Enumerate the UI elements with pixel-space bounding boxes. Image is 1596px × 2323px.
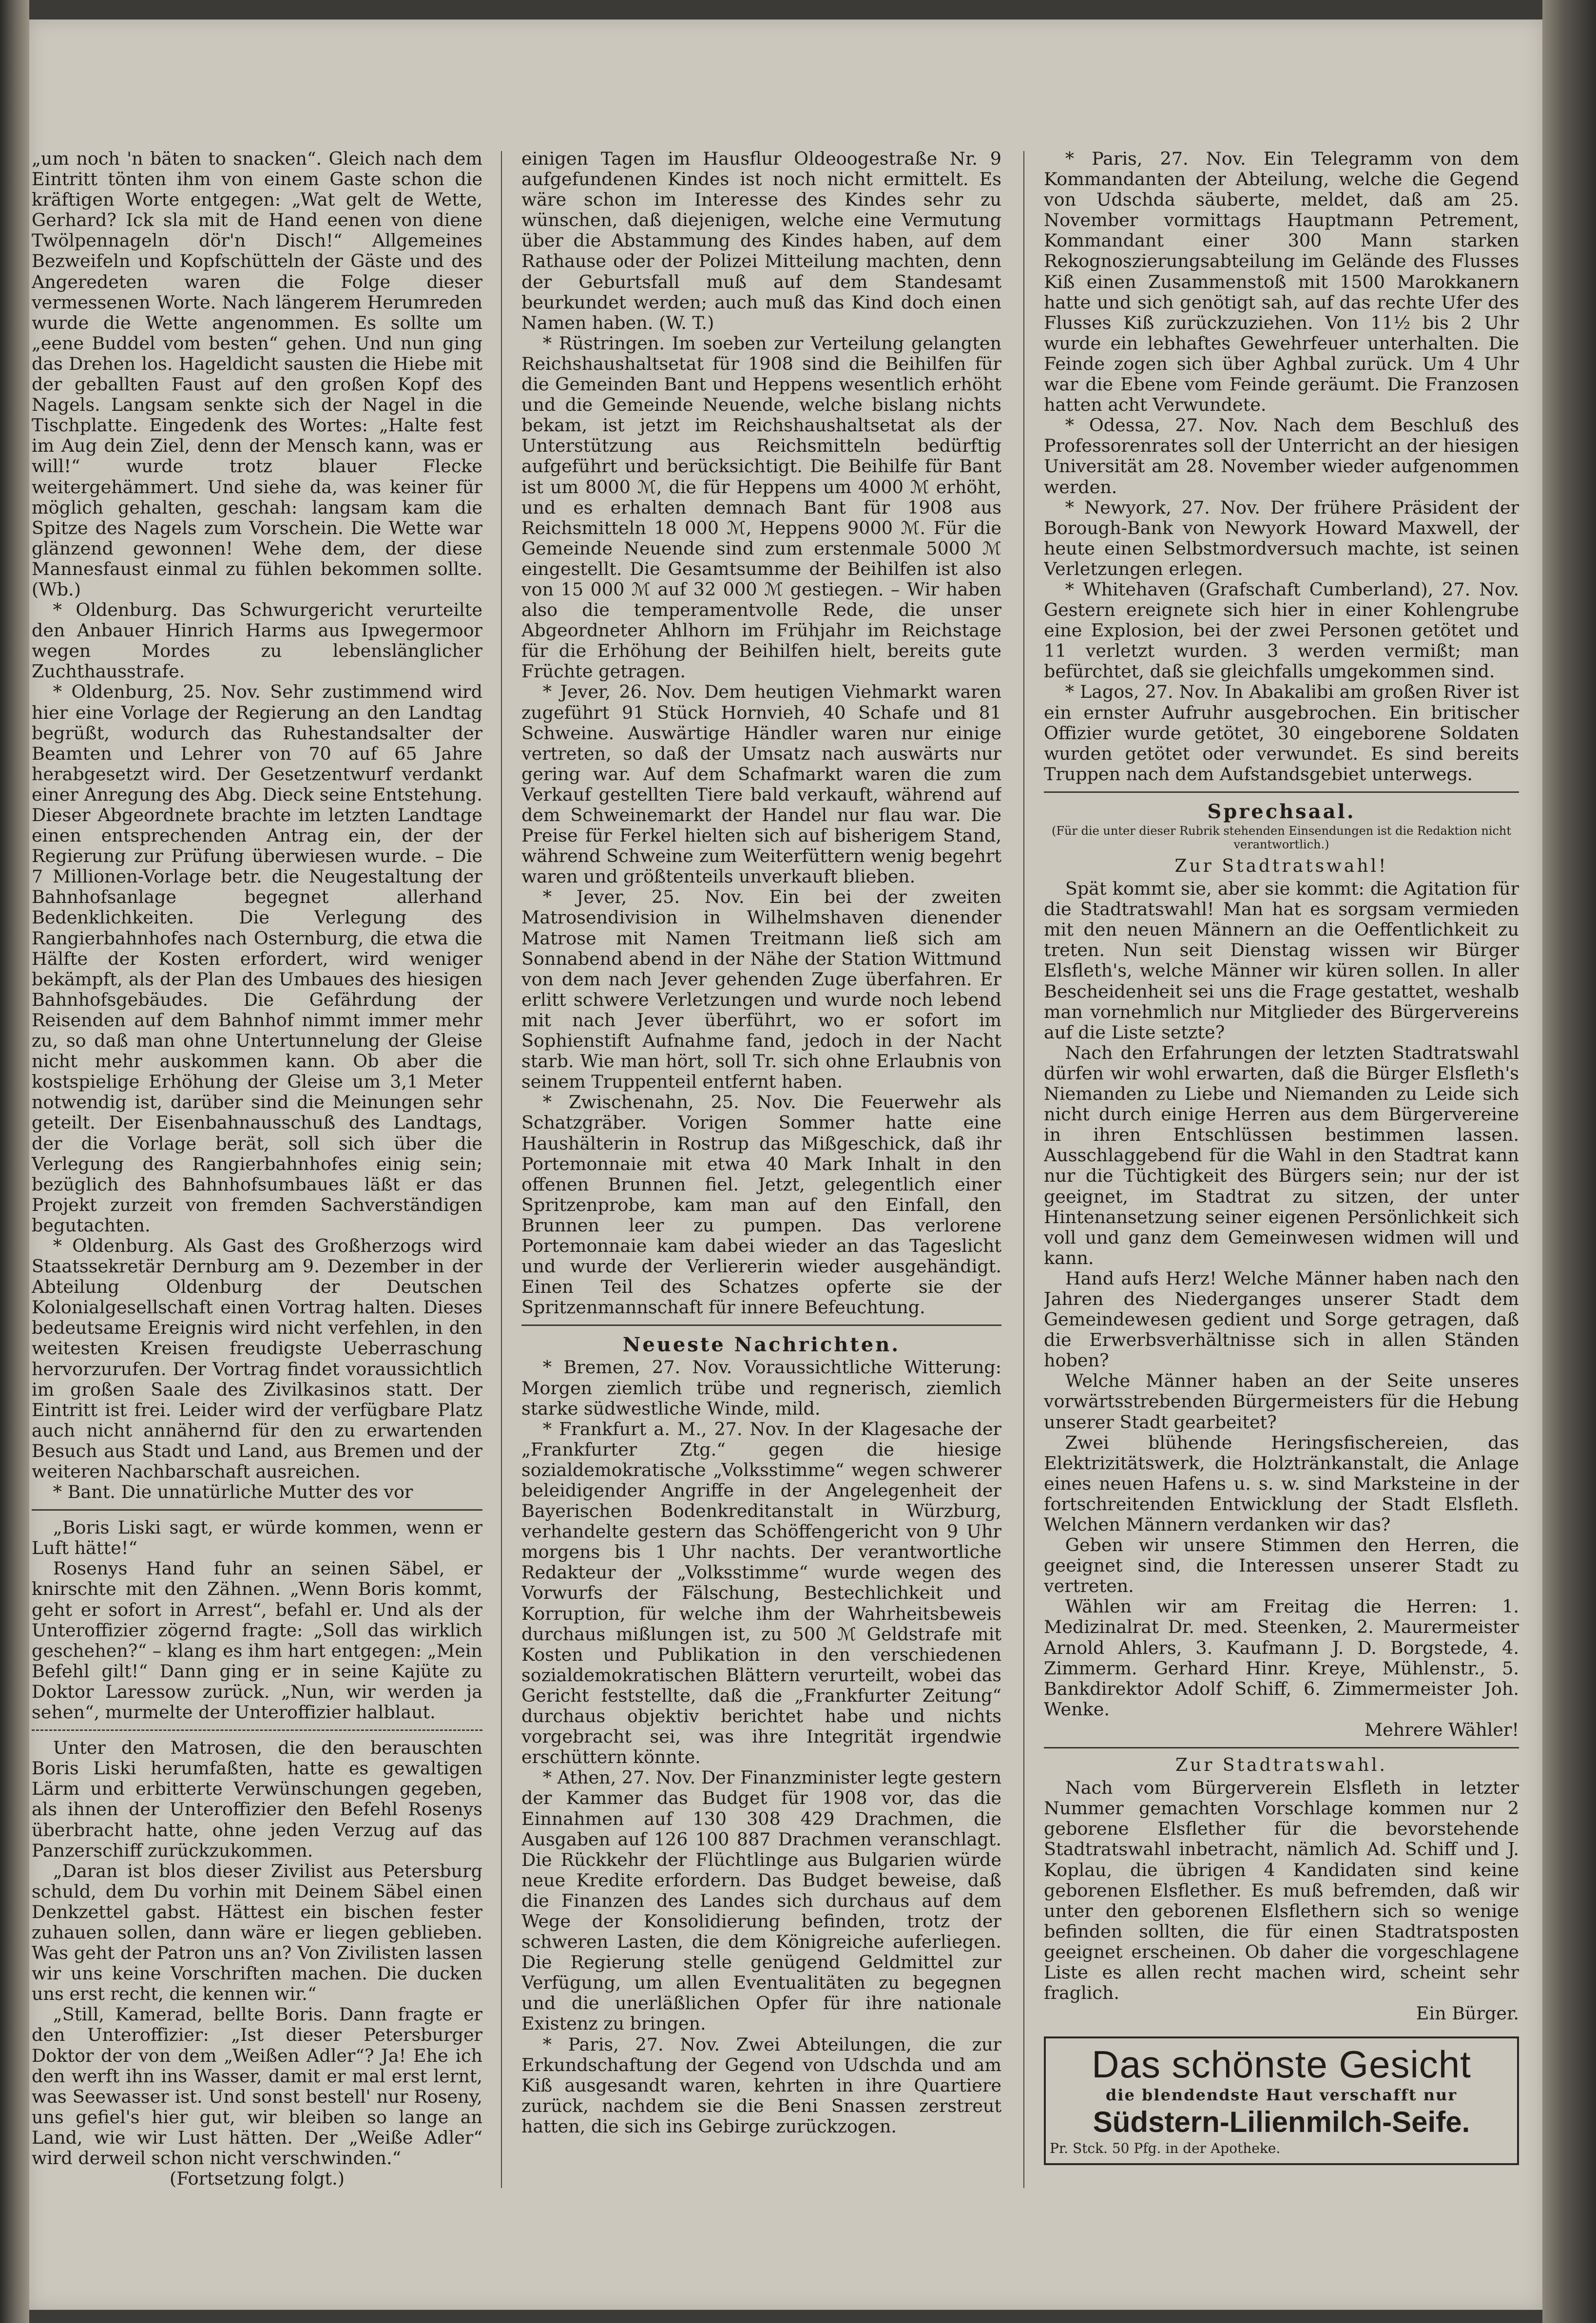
article-paragraph: * Oldenburg, 25. Nov. Sehr zustimmend wird hier eine Vorlage der Regierung an den Landtag begrüßt, wodurch das Ruhestandsalter der Beamten und Lehrer von 70 auf 65 Jahre herabgesetzt wird. Der Gesetzentwurf verdankt einer Anregung des Abg. Dieck seine Entstehung. Dieser Abgeordnete brachte im letzten Landtage einen entsprechenden Antrag ein, der der Regierung zur Prüfung überwiesen wurde. – Die 7 Millionen-Vorlage betr. die Neugestaltung der Bahnhofsanlage begegnet allerhand Bedenklichkeiten. Die Verlegung des Rangierbahnhofes nach Osternburg, die etwa die Hälfte der Kosten erfordert, wird weniger bekämpft, als der Plan des Umbaues des hiesigen Bahnhofsgebäudes. Die Gefährdung der Reisenden auf dem Bahnhof nimmt immer mehr zu, so daß man ohne Untertunnelung der Gleise nicht mehr auskommen kann. Ob aber die kostspielige Erhöhung der Gleise um 3,1 Meter notwendig ist, darüber sind die Meinungen sehr geteilt. Der Eisenbahnausschuß des Landtags, der die Vorlage berät, soll sich über die Verlegung des Rangierbahnhofes einig sein; bezüglich des Bahnhofsumbaues läßt er das Projekt zurzeit von fremden Sachverständigen begutachten.: [32, 681, 482, 1236]
letter-paragraph: Hand aufs Herz! Welche Männer haben nach den Jahren des Niederganges unserer Stadt dem Gemeindewesen gedient und Sorge getragen, daß die Erwerbsverhältnisse sich in allen Ständen hoben?: [1044, 1267, 1519, 1371]
article-paragraph: * Jever, 26. Nov. Dem heutigen Viehmarkt waren zugeführt 91 Stück Hornvieh, 40 Schafe und 81 Schweine. Auswärtige Händler waren nur einige vertreten, so daß der Umsatz nach auswärts nur gering war. Auf dem Schafmarkt waren die zum Verkauf gestellten Tiere bald verkauft, während auf dem Schweinemarkt der Handel nur flau war. Die Preise für Ferkel hielten sich auf bisherigem Stand, während Schweine zum Weiterfüttern wenig begehrt waren und größtenteils unverkauft blieben.: [521, 681, 1001, 887]
article-paragraph: einigen Tagen im Hausflur Oldeoogestraße Nr. 9 aufgefundenen Kindes ist noch nicht ermittelt. Es wäre schon im Interesse des Kindes sehr zu wünschen, daß diejenigen, welche eine Vermutung über die Abstammung des Kindes haben, auf dem Rathause oder der Polizei Mitteilung machten, denn der Geburtsfall muß auf dem Standesamt beurkundet werden; auch muß das Kind doch einen Namen haben. (W. T.): [521, 149, 1001, 333]
article-paragraph: * Oldenburg. Als Gast des Großherzogs wird Staatssekretär Dernburg am 9. Dezember in der Abteilung Oldenburg der Deutschen Kolonialgesellschaft einen Vortrag halten. Dieses bedeutsame Ereignis wird nicht verfehlen, in den weitesten Kreisen freudigste Ueberraschung hervorzurufen. Der Vortrag findet voraussichtlich im großen Saale des Zivilkasinos statt. Der Eintritt ist frei. Leider wird der verfügbare Platz auch nicht annähernd für den zu erwartenden Besuch aus Stadt und Land, aus Bremen und der weiteren Nachbarschaft ausreichen.: [32, 1235, 482, 1482]
news-paragraph: * Newyork, 27. Nov. Der frühere Präsident der Borough-Bank von Newyork Howard Maxwell, der heute einen Selbstmordversuch machte, ist seinen Verletzungen erlegen.: [1044, 497, 1519, 579]
news-paragraph: * Whitehaven (Grafschaft Cumberland), 27. Nov. Gestern ereignete sich hier in einer Kohlengrube eine Explosion, bei der zwei Personen getötet und 11 verletzt wurden. 3 werden vermißt; man befürchtet, daß sie gleichfalls umgekommen sind.: [1044, 578, 1519, 682]
letter-signature: Ein Bürger.: [1416, 2003, 1519, 2024]
section-rule: [1044, 791, 1519, 793]
column-3: [1044, 149, 1519, 2220]
article-paragraph: * Jever, 25. Nov. Ein bei der zweiten Matrosendivision in Wilhelmshaven dienender Matrose mit Namen Treitmann ließ sich am Sonnabend abend in der Nähe der Station Wittmund von dem nach Jever gehenden Zuge überfahren. Er erlitt schwere Verletzungen und wurde noch lebend mit nach Jever überführt, wo er sofort im Sophienstift Aufnahme fand, jedoch in der Nacht starb. Wie man hört, soll Tr. sich ohne Erlaubnis von seinem Truppenteil entfernt haben.: [521, 886, 1001, 1093]
continuation-note: (Fortsetzung folgt.): [170, 2168, 345, 2189]
scan-left-edge: [0, 0, 29, 2323]
news-paragraph: * Frankfurt a. M., 27. Nov. In der Klagesache der „Frankfurter Ztg.“ gegen die hiesige sozialdemokratische „Volksstimme“ wegen schwerer beleidigender Angriffe in der Angelegenheit der Bayerischen Bodenkreditanstalt in Würzburg, verhandelte gestern das Schöffengericht von 9 Uhr morgens bis 1 Uhr nachts. Der verantwortliche Redakteur der „Volksstimme“ wurde wegen des Vorwurfs der Fälschung, Bestechlichkeit und Korruption, für welche ihm der Wahrheitsbeweis durchaus mißlungen ist, zu 500 ℳ Geldstrafe mit Kosten und Publikation in den verschiedenen sozialdemokratischen Blättern verurteilt, wobei das Gericht feststellte, daß die „Frankfurter Zeitung“ durchaus objektiv berichtet habe und nichts vorgebracht sei, was ihre Integrität irgendwie erschüttern könnte.: [521, 1418, 1001, 1768]
letter-heading: Zur Stadtratswahl!: [1174, 856, 1388, 876]
letter-paragraph: Welche Männer haben an der Seite unseres vorwärtsstrebenden Bürgermeisters für die Hebung unserer Stadt gearbeitet?: [1044, 1370, 1519, 1433]
news-paragraph: * Bremen, 27. Nov. Voraussichtliche Witterung: Morgen ziemlich trübe und regnerisch, ziemlich starke südwestliche Winde, mild.: [521, 1357, 1001, 1419]
story-paragraph: „Daran ist blos dieser Zivilist aus Petersburg schuld, dem Du vorhin mit Deinem Säbel einen Denkzettel gabst. Hättest ein bischen fester zuhauen sollen, dann wäre er liegen geblieben. Was geht der Patron uns an? Von Zivilisten lassen wir uns keine Vorschriften machen. Die ducken uns erst recht, die kennen wir.“: [32, 1860, 482, 2005]
newspaper-page: [29, 19, 1542, 2310]
column-2: [521, 149, 1001, 2220]
story-paragraph: „Boris Liski sagt, er würde kommen, wenn er Luft hätte!“: [32, 1517, 482, 1559]
letter-heading: Zur Stadtratswahl.: [1175, 1755, 1387, 1776]
advert-title: Das schönste Gesicht: [1092, 2043, 1471, 2086]
news-paragraph: * Paris, 27. Nov. Zwei Abteilungen, die zur Erkundschaftung der Gegend von Udschda und am Kiß ausgesandt waren, kehrten in ihre Quartiere zurück, nachdem sie die Beni Snassen zerstreut hatten, die sich ins Gebirge zurückzogen.: [521, 2034, 1001, 2137]
letter-paragraph: Nach den Erfahrungen der letzten Stadtratswahl dürfen wir wohl erwarten, daß die Bürger Elsfleth's Niemanden zu Liebe und Niemanden zu Leide sich nicht durch einige Herren aus dem Bürgervereine in ihren Entschlüssen bestimmen lassen. Ausschlaggebend für die Wahl in den Stadtrat kann nur die Tüchtigkeit des Bürgers sein; nur der ist geeignet, im Stadtrat zu sitzen, der unter Hintenansetzung seiner eigenen Persönlichkeit sich voll und ganz dem Gemeinwesen widmen will und kann.: [1044, 1042, 1519, 1268]
soap-advertisement: [1044, 2036, 1519, 2165]
advert-tagline: die blendendste Haut verschafft nur: [1105, 2086, 1458, 2105]
article-paragraph: * Oldenburg. Das Schwurgericht verurteilte den Anbauer Hinrich Harms aus Ipwegermoor wegen Mordes zu lebenslänglicher Zuchthausstrafe.: [32, 599, 482, 682]
column-divider: [1023, 151, 1024, 2188]
letter-signature: Mehrere Wähler!: [1364, 1719, 1519, 1740]
story-paragraph: „Still, Kamerad, bellte Boris. Dann fragte er den Unteroffizier: „Ist dieser Petersburger Doktor der von dem „Weißen Adler“? Ja! Ehe ich den werft ihn ins Wasser, damit er mal erst lernt, was Seewasser ist. Und sonst bestell' nur Roseny, uns gefiel's hier gut, wir bleiben so lange an Land, wie wir Lust hätten. Der „Weiße Adler“ wird derweil schon nicht verschwinden.“: [32, 2004, 482, 2169]
letter-paragraph: Spät kommt sie, aber sie kommt: die Agitation für die Stadtratswahl! Man hat es sorgsam vermieden mit den neuen Männern an die Oeffentlichkeit zu treten. Nun seit Dienstag wissen wir Bürger Elsfleth's, welche Männer wir küren sollen. In aller Bescheidenheit sei uns die Frage gestattet, weshalb man vornehmlich nur Mitglieder des Bürgervereins auf die Liste setzte?: [1044, 878, 1519, 1043]
article-paragraph: „um noch 'n bäten to snacken“. Gleich nach dem Eintritt tönten ihm von einem Gaste schon die kräftigen Worte entgegen: „Wat gelt de Wette, Gerhard? Ick sla mit de Hand eenen von diene Twölpennageln dör'n Disch!“ Allgemeines Bezweifeln und Kopfschütteln der Gäste und des Angeredeten waren die Folge dieser vermessenen Worte. Nach längerem Herumreden wurde die Wette angenommen. Es sollte um „eene Buddel vom besten“ gehen. Und nun ging das Drehen los. Hageldicht sausten die Hiebe mit der geballten Faust auf den großen Kopf des Nagels. Langsam senkte sich der Nagel in die Tischplatte. Eingedenk des Wortes: „Halte fest im Aug dein Ziel, denn der Mensch kann, was er will!“ wurde trotz blauer Flecke weitergehämmert. Und siehe da, was keiner für möglich gehalten, geschah: langsam kam die Spitze des Nagels zum Vorschein. Die Wette war glänzend gewonnen! Wehe dem, der diese Mannesfaust einmal zu fühlen bekommen sollte. (Wb.): [32, 149, 482, 600]
article-paragraph: * Bant. Die unnatürliche Mutter des vor: [53, 1481, 413, 1503]
column-divider: [501, 151, 502, 2188]
article-paragraph: * Zwischenahn, 25. Nov. Die Feuerwehr als Schatzgräber. Vorigen Sommer hatte eine Haushälterin in Rostrup das Mißgeschick, daß ihr Portemonnaie mit etwa 40 Mark Inhalt in den offenen Brunnen fiel. Jetzt, gelegentlich einer Spritzenprobe, kam man auf den Einfall, den Brunnen leer zu pumpen. Das verlorene Portemonnaie kam dabei wieder an das Tageslicht und wurde der Verliererin wieder ausgehändigt. Einen Teil des Schatzes opferte sie der Spritzenmannschaft für innere Befeuchtung.: [521, 1092, 1001, 1318]
letter-separator: [1044, 1747, 1519, 1748]
story-separator: [32, 1729, 482, 1731]
letter-paragraph: Wählen wir am Freitag die Herren: 1. Medizinalrat Dr. med. Steenken, 2. Maurermeister Arnold Ahlers, 3. Kaufmann J. D. Borgstede, 4. Zimmerm. Gerhard Hinr. Kreye, Mühlenstr., 5. Bankdirektor Adolf Schiff, 6. Zimmermeister Joh. Wenke.: [1044, 1596, 1519, 1720]
story-paragraph: Unter den Matrosen, die den berauschten Boris Liski herumfaßten, hatte es gewaltigen Lärm und erbitterte Verwünschungen gegeben, als ihnen der Unteroffizier den Befehl Rosenys überbracht hatte, ohne jeden Verzug auf das Panzerschiff zurückzukommen.: [32, 1737, 482, 1861]
news-paragraph: * Odessa, 27. Nov. Nach dem Beschluß des Professorenrates soll der Unterricht an der hiesigen Universität am 28. November wieder aufgenommen werden.: [1044, 415, 1519, 498]
sprechsaal-heading: Sprechsaal.: [1207, 800, 1356, 823]
section-rule: [521, 1325, 1001, 1326]
letter-paragraph: Zwei blühende Heringsfischereien, das Elektrizitätswerk, die Holztränkanstalt, die Anlage eines neuen Hafens u. s. w. sind Marksteine in der fortschreitenden Entwicklung der Stadt Elsfleth. Welchen Männern verdanken wir das?: [1044, 1432, 1519, 1535]
sprechsaal-disclaimer: (Für die unter dieser Rubrik stehenden Einsendungen ist die Redaktion nicht verantwortlich.): [1051, 824, 1512, 851]
advert-product: Südstern-Lilienmilch-Seife.: [1093, 2106, 1470, 2139]
story-paragraph: Rosenys Hand fuhr an seinen Säbel, er knirschte mit den Zähnen. „Wenn Boris kommt, geht er sofort in Arrest“, befahl er. Und als der Unteroffizier zögernd fragte: „Soll das wirklich geschehen?“ – klang es ihm hart entgegen: „Mein Befehl gilt!“ Dann ging er in seine Kajüte zu Doktor Laressow zurück. „Nun, wir werden ja sehen“, murmelte der Unteroffizier halblaut.: [32, 1558, 482, 1723]
news-heading: Neueste Nachrichten.: [622, 1333, 901, 1357]
news-paragraph: * Paris, 27. Nov. Ein Telegramm von dem Kommandanten der Abteilung, welche die Gegend von Udschda säuberte, meldet, daß am 25. November vormittags Hauptmann Petrement, Kommandant einer 300 Mann starken Rekognoszierungsabteilung im Gelände des Flusses Kiß einen Zusammenstoß mit 1500 Marokkanern hatte und sich genötigt sah, auf das rechte Ufer des Flusses Kiß zurückzuziehen. Von 11½ bis 2 Uhr wurde ein lebhaftes Gewehrfeuer unterhalten. Die Feinde zogen sich über Aghbal zurück. Um 4 Uhr war die Ebene vom Feinde geräumt. Die Franzosen hatten acht Verwundete.: [1044, 149, 1519, 416]
letter-paragraph: Geben wir unsere Stimmen den Herren, die geeignet sind, die Interessen unserer Stadt zu vertreten.: [1044, 1535, 1519, 1597]
section-rule: [32, 1509, 482, 1511]
advert-price: Pr. Stck. 50 Pfg. in der Apotheke.: [1050, 2140, 1281, 2157]
news-paragraph: * Athen, 27. Nov. Der Finanzminister legte gestern der Kammer das Budget für 1908 vor, das die Einnahmen auf 130 308 429 Drachmen, die Ausgaben auf 126 100 887 Drachmen veranschlagt. Die Rückkehr der Flüchtlinge aus Bulgarien würde neue Kredite erfordern. Das Budget beweise, daß die Finanzen des Landes sich durchaus auf dem Wege der Konsolidierung befinden, trotz der schweren Lasten, die dem Königreiche auferliegen. Die Regierung stelle genügend Geldmittel zur Verfügung, um allen Eventualitäten zu begegnen und die unerläßlichen Opfer für ihre nationale Existenz zu bringen.: [521, 1767, 1001, 2035]
article-paragraph: * Rüstringen. Im soeben zur Verteilung gelangten Reichshaushaltsetat für 1908 sind die Beihilfen für die Gemeinden Bant und Heppens wesentlich erhöht und die Gemeinde Neuende, welche bislang nichts bekam, ist jetzt im Reichshaushaltsetat als der Unterstützung aus Reichsmitteln bedürftig aufgeführt und berücksichtigt. Die Beihilfe für Bant ist um 8000 ℳ, die für Heppens um 4000 ℳ erhöht, und es erhalten demnach Bant für 1908 aus Reichsmitteln 18 000 ℳ, Heppens 9000 ℳ. Für die Gemeinde Neuende sind zum erstenmale 5000 ℳ eingestellt. Die Gesamtsumme der Beihilfen ist also von 15 000 ℳ auf 32 000 ℳ gestiegen. – Wir haben also die temperamentvolle Rede, die unser Abgeordneter Ahlhorn im Frühjahr im Reichstage für die Erhöhung der Beihilfen hielt, bereits gute Früchte getragen.: [521, 332, 1001, 682]
scan-right-edge: [1542, 0, 1596, 2323]
news-paragraph: * Lagos, 27. Nov. In Abakalibi am großen River ist ein ernster Aufruhr ausgebrochen. Ein britischer Offizier wurde getötet, 30 eingeborene Soldaten wurden getötet oder verwundet. Es sind bereits Truppen nach dem Aufstandsgebiet unterwegs.: [1044, 681, 1519, 785]
column-1: [29, 149, 482, 2220]
letter-paragraph: Nach vom Bürgerverein Elsfleth in letzter Nummer gemachten Vorschlage kommen nur 2 geborene Elsflether für die bevorstehende Stadtratswahl inbetracht, nämlich Ad. Schiff und J. Koplau, die übrigen 4 Kandidaten sind keine geborenen Elsflether. Es muß befremden, daß wir unter den geborenen Elsflethern sich so wenige befinden sollten, die für einen Stadtratsposten geeignet erscheinen. Ob daher die vorgeschlagene Liste es allen recht machen wird, scheint sehr fraglich.: [1044, 1777, 1519, 2004]
